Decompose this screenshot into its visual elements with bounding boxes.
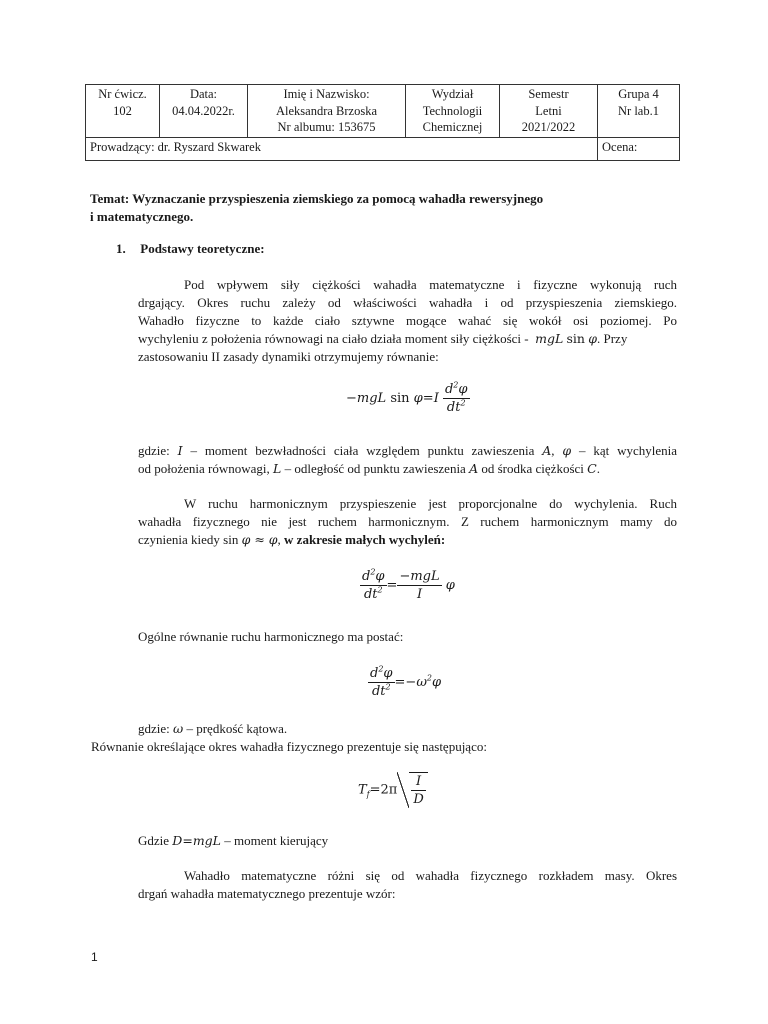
- header-table: [85, 84, 680, 161]
- header-row-2: [86, 137, 680, 160]
- paragraph-period-intro: Równanie określające okres wahadła fizycznego prezentuje się następująco:: [91, 739, 487, 754]
- square-root: $\frac{I}{D}$: [397, 772, 427, 808]
- cell-semester: Semestr Letni 2021/2022: [500, 85, 598, 138]
- header-row-1: [86, 85, 680, 138]
- paragraph-directing-moment: Gdzie D=mgL – moment kierujący: [138, 833, 329, 848]
- paragraph-omega: gdzie: ω – prędkość kątowa.: [138, 721, 288, 736]
- paragraph-harmonic-motion: W ruchu harmonicznym przyspieszenie jest proporcjonalne do wychylenia. Ruch wahadła fizycznego nie jest ruchem harmonicznym. Z ruchem harmonicznym mamy do czynienia kiedy sin φ ≈ φ, w zakresie małych wychyleń:: [138, 496, 677, 547]
- paragraph-theory-intro: Pod wpływem siły ciężkości wahadła matematyczne i fizyczne wykonują ruch drgający. Okres ruchu zależy od właściwości wahadła i od przyspieszenia ziemskiego. Wahadło fizyczne to każde ciało sztywne mogące wahać się wokół osi poziomej. Po wychyleniu z położenia równowagi na ciało działa moment siły ciężkości - mgL sin φ. Przy zastosowaniu II zasady dynamiki otrzymujemy równanie:: [138, 277, 677, 364]
- formula-equation-of-motion: −mgL sin φ=I $\frac{d^2\varphi}{dt^2}$: [346, 380, 468, 415]
- page-number: 1: [91, 950, 98, 964]
- paragraph-general-equation: Ogólne równanie ruchu harmonicznego ma postać:: [138, 629, 404, 644]
- formula-harmonic: $\frac{d^2\varphi}{dt^2}$ $=-\omega^2\varphi$: [370, 664, 442, 699]
- section-heading: 1. Podstawy teoretyczne:: [116, 241, 265, 256]
- formula-period: $T_f=2\pi$ $\frac{I}{D}$: [358, 772, 428, 808]
- paragraph-symbols: gdzie: I – moment bezwładności ciała względem punktu zawieszenia A, φ – kąt wychylenia od położenia równowagi, L – odległość od punktu zawieszenia A od środka ciężkości C.: [138, 443, 678, 476]
- topic-heading: Temat: Wyznaczanie przyspieszenia ziemskiego za pomocą wahadła rewersyjnego i matematycznego.: [90, 191, 544, 224]
- formula-small-angles: $\frac{d^2\varphi}{dt^2}$ = $\frac{\text{−mgL}}{I}$ φ: [362, 567, 455, 602]
- cell-date: Data: 04.04.2022r.: [160, 85, 248, 138]
- cell-group: Grupa 4 Nr lab.1: [598, 85, 680, 138]
- paragraph-mathematical-pendulum: Wahadło matematyczne różni się od wahadła fizycznego rozkładem masy. Okres drgań wahadła matematycznego prezentuje wzór:: [138, 868, 677, 901]
- fraction-d2phi-dt2: $\frac{d^2\varphi}{dt^2}$: [444, 380, 468, 415]
- cell-instructor: Prowadzący: dr. Ryszard Skwarek: [86, 137, 598, 160]
- cell-student: Imię i Nazwisko: Aleksandra Brzoska Nr albumu: 153675: [248, 85, 406, 138]
- cell-grade: Ocena:: [598, 137, 680, 160]
- cell-faculty: Wydział Technologii Chemicznej: [406, 85, 500, 138]
- cell-exercise-number: Nr ćwicz. 102: [86, 85, 160, 138]
